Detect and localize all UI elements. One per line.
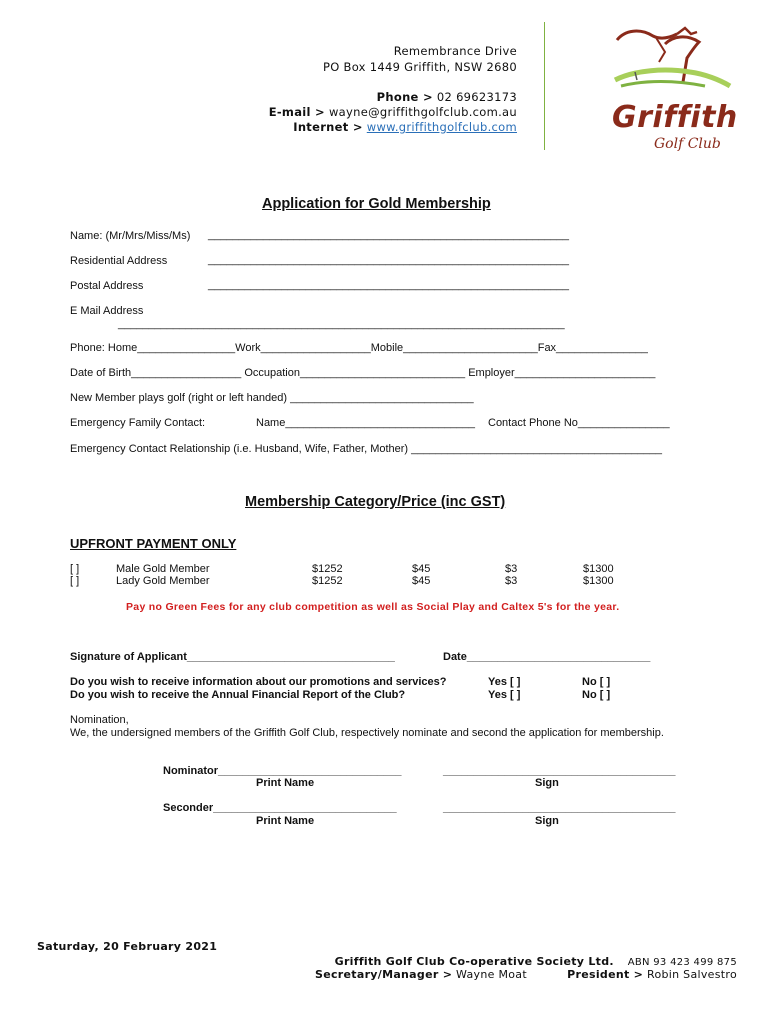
lady-price-total: $1300: [583, 575, 614, 587]
promotions-question: Do you wish to receive information about our promotions and services?: [70, 676, 447, 688]
address-line-1: Remembrance Drive: [393, 44, 517, 58]
nomination-text: We, the undersigned members of the Griffith Golf Club, respectively nominate and second the application for membership.: [70, 727, 664, 739]
annual-report-no[interactable]: No [ ]: [582, 689, 611, 701]
emergency-contact-label: Emergency Family Contact:: [70, 417, 206, 429]
male-checkbox[interactable]: [ ]: [70, 563, 80, 575]
promotions-yes[interactable]: Yes [ ]: [488, 676, 521, 688]
handedness-row[interactable]: New Member plays golf (right or left handed) ______________________________: [70, 392, 474, 404]
male-price-2: $45: [412, 563, 431, 575]
society-name: Griffith Golf Club Co-operative Society Ltd.: [334, 955, 614, 968]
header-divider: [544, 22, 545, 150]
relationship-row[interactable]: Emergency Contact Relationship (i.e. Husband, Wife, Father, Mother) _________________________________________: [70, 443, 662, 455]
male-member-label: Male Gold Member: [116, 563, 210, 575]
footer-society-line: [335, 955, 737, 968]
male-price-1: $1252: [312, 563, 343, 575]
upfront-label: UPFRONT PAYMENT ONLY: [70, 536, 237, 551]
phone-label: Phone >: [376, 90, 433, 104]
seconder-field[interactable]: Seconder______________________________: [163, 802, 397, 814]
form-title: Application for Gold Membership: [262, 196, 491, 212]
name-field[interactable]: ___________________________________________________________: [208, 229, 569, 241]
secretary-name: Wayne Moat: [456, 968, 527, 981]
email-value: wayne@griffithgolfclub.com.au: [328, 105, 517, 119]
nomination-heading: Nomination,: [70, 714, 129, 726]
phone-value: 02 69623173: [436, 90, 517, 104]
email-line: [269, 105, 517, 119]
email-address-field[interactable]: _________________________________________________________________________: [118, 318, 565, 330]
seconder-print-name-label: Print Name: [256, 815, 315, 827]
nominator-sign-field[interactable]: ______________________________________: [443, 765, 676, 777]
lady-member-label: Lady Gold Member: [116, 575, 210, 587]
promotions-no[interactable]: No [ ]: [582, 676, 611, 688]
secretary-label: Secretary/Manager >: [315, 968, 453, 981]
president-name: Robin Salvestro: [647, 968, 737, 981]
logo-subtitle: Golf Club: [654, 136, 721, 152]
abn: ABN 93 423 499 875: [627, 957, 737, 968]
dob-occupation-row[interactable]: Date of Birth__________________ Occupation___________________________ Employer_______________________: [70, 367, 656, 379]
male-price-total: $1300: [583, 563, 614, 575]
date-field[interactable]: Date______________________________: [443, 651, 651, 663]
male-price-3: $3: [505, 563, 518, 575]
phone-row[interactable]: Phone: Home________________Work__________________Mobile______________________Fax_______________: [70, 342, 648, 354]
president-label: President >: [567, 968, 644, 981]
lady-price-3: $3: [505, 575, 518, 587]
residential-field[interactable]: ___________________________________________________________: [208, 254, 569, 266]
nominator-field[interactable]: Nominator______________________________: [163, 765, 402, 777]
name-label: Name: (Mr/Mrs/Miss/Ms): [70, 230, 191, 242]
footer-date: Saturday, 20 February 2021: [37, 940, 218, 953]
secretary-line: [315, 968, 527, 981]
president-line: [567, 968, 737, 981]
seconder-sign-label: Sign: [535, 815, 559, 827]
phone-line: [377, 90, 517, 104]
lady-checkbox[interactable]: [ ]: [70, 575, 80, 587]
green-fees-note: Pay no Green Fees for any club competition as well as Social Play and Caltex 5's for the year.: [126, 601, 620, 613]
postal-label: Postal Address: [70, 280, 144, 292]
annual-report-yes[interactable]: Yes [ ]: [488, 689, 521, 701]
email-address-label: E Mail Address: [70, 305, 144, 317]
emergency-phone-field[interactable]: Contact Phone No_______________: [488, 417, 670, 429]
internet-line: [293, 120, 517, 134]
website-link[interactable]: www.griffithgolfclub.com: [366, 120, 517, 134]
email-label: E-mail >: [268, 105, 325, 119]
annual-report-question: Do you wish to receive the Annual Financial Report of the Club?: [70, 689, 406, 701]
logo-wordmark: Griffith: [612, 100, 738, 135]
seconder-sign-field[interactable]: ______________________________________: [443, 802, 676, 814]
address-line-2: PO Box 1449 Griffith, NSW 2680: [322, 60, 517, 74]
applicant-signature-field[interactable]: Signature of Applicant__________________________________: [70, 651, 395, 663]
emergency-name-field[interactable]: Name_______________________________: [256, 417, 475, 429]
lady-price-1: $1252: [312, 575, 343, 587]
nominator-print-name-label: Print Name: [256, 777, 315, 789]
residential-label: Residential Address: [70, 255, 168, 267]
membership-title: Membership Category/Price (inc GST): [245, 494, 506, 510]
postal-field[interactable]: ___________________________________________________________: [208, 279, 569, 291]
nominator-sign-label: Sign: [535, 777, 559, 789]
internet-label: Internet >: [293, 120, 363, 134]
lady-price-2: $45: [412, 575, 431, 587]
